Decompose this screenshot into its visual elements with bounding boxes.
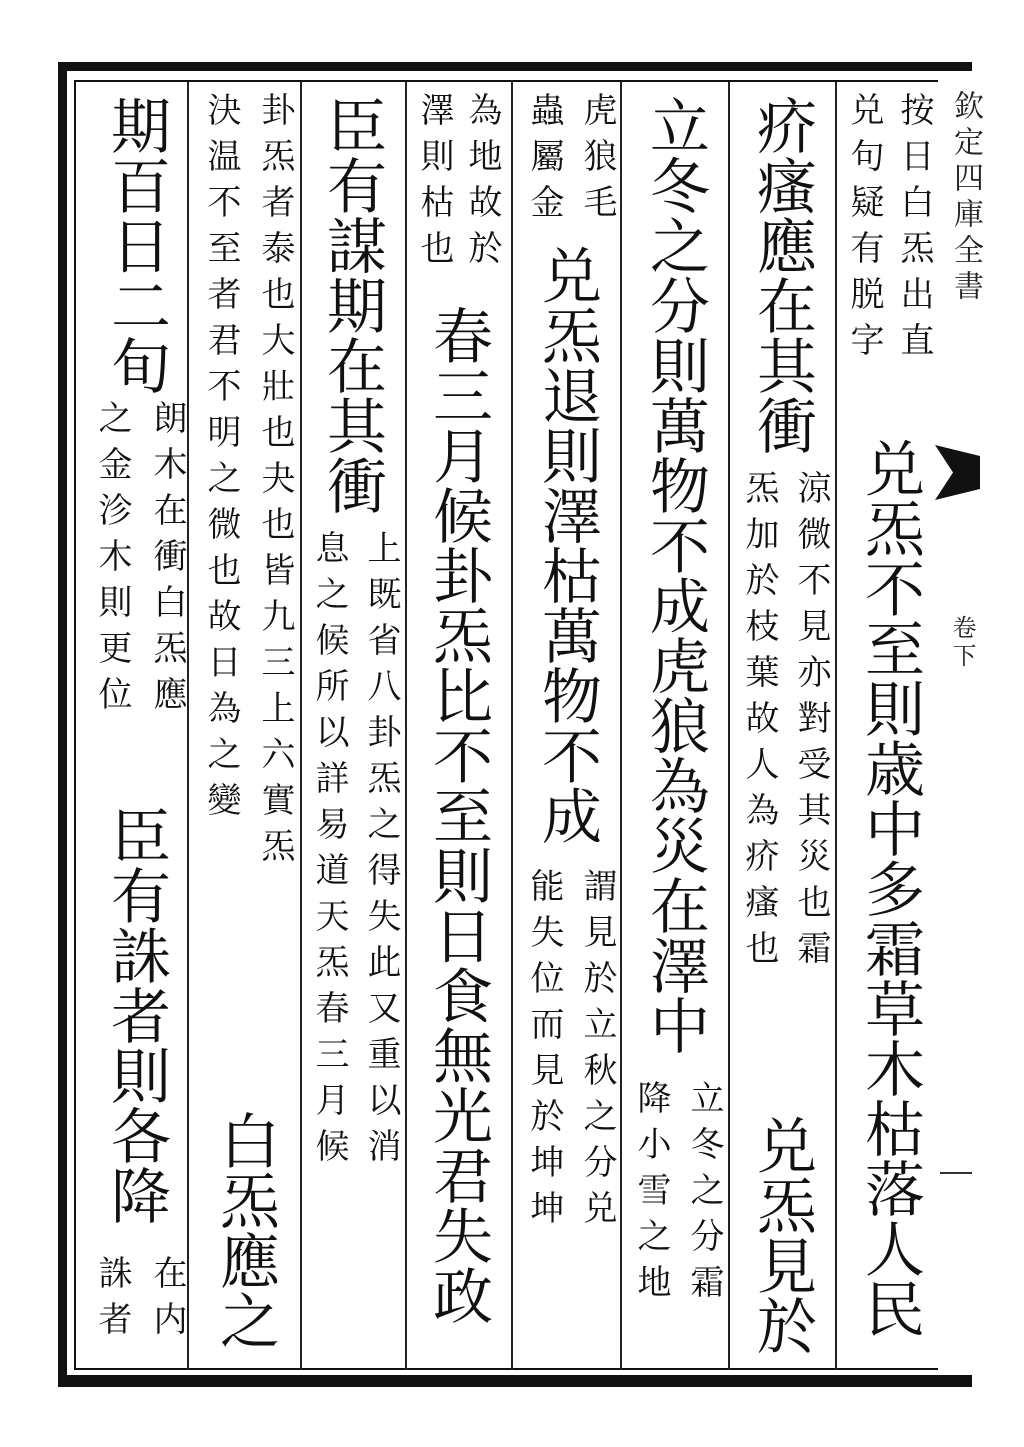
main-text: 期百日二旬 [101, 95, 171, 395]
note-line: 炁加於枝葉故人為疥瘙也 [739, 470, 779, 976]
note-line: 之金沴木則更位 [92, 400, 132, 722]
note-line: 兑句疑有脱字 [844, 92, 884, 368]
note-line: 蟲屬金 [524, 92, 564, 230]
note-line: 誅者 [92, 1255, 132, 1347]
note-line: 涼微不見亦對受其災也霜 [791, 470, 831, 976]
note-line: 在内 [147, 1255, 187, 1347]
main-text: 春三月候卦炁比不至則日食無光君失政 [423, 305, 493, 1325]
note-line: 朗木在衝白炁應 [147, 400, 187, 722]
note-line: 上既省八卦炁之得失此又重以消 [361, 530, 401, 1174]
main-text: 臣有謀期在其衝 [317, 95, 387, 515]
note-line: 決温不至者君不明之微也故日為之變 [201, 92, 241, 828]
column-rule [405, 82, 407, 1370]
main-text: 疥瘙應在其衝 [747, 95, 817, 455]
note-line: 澤則枯也 [414, 92, 454, 276]
note-line: 為地故於 [462, 92, 502, 276]
note-line: 虎狼毛 [577, 92, 617, 230]
note-line: 立冬之分霜 [684, 1080, 724, 1310]
column-rule [300, 82, 302, 1370]
main-text: 兑炁不至則歳中多霜草木枯落人民 [855, 438, 925, 1338]
main-text: 立冬之分則萬物不成虎狼為災在澤中 [640, 95, 710, 1055]
margin-volume: 卷下 [948, 615, 976, 671]
margin-rule [940, 1172, 972, 1174]
note-line: 謂見於立秋之分兑 [577, 868, 617, 1236]
margin-title: 欽定四庫全書 [948, 90, 983, 306]
column-rule [728, 82, 730, 1370]
column-rule [835, 82, 837, 1370]
column-rule [187, 82, 189, 1370]
main-text: 兑炁退則澤枯萬物不成 [532, 245, 602, 845]
main-text: 臣有誅者則各降 [101, 805, 171, 1225]
main-text: 兑炁見於 [747, 1115, 817, 1355]
note-line: 降小雪之地 [631, 1080, 671, 1310]
column-rule [511, 82, 513, 1370]
note-line: 息之候所以詳易道天炁春三月候 [309, 530, 349, 1174]
main-text: 白炁應之 [210, 1110, 280, 1350]
note-line: 卦炁者泰也大壯也夬也皆九三上六實炁 [255, 92, 295, 874]
note-line: 能失位而見於坤坤 [524, 868, 564, 1236]
note-line: 按日白炁出直 [894, 92, 934, 368]
column-rule [620, 82, 622, 1370]
